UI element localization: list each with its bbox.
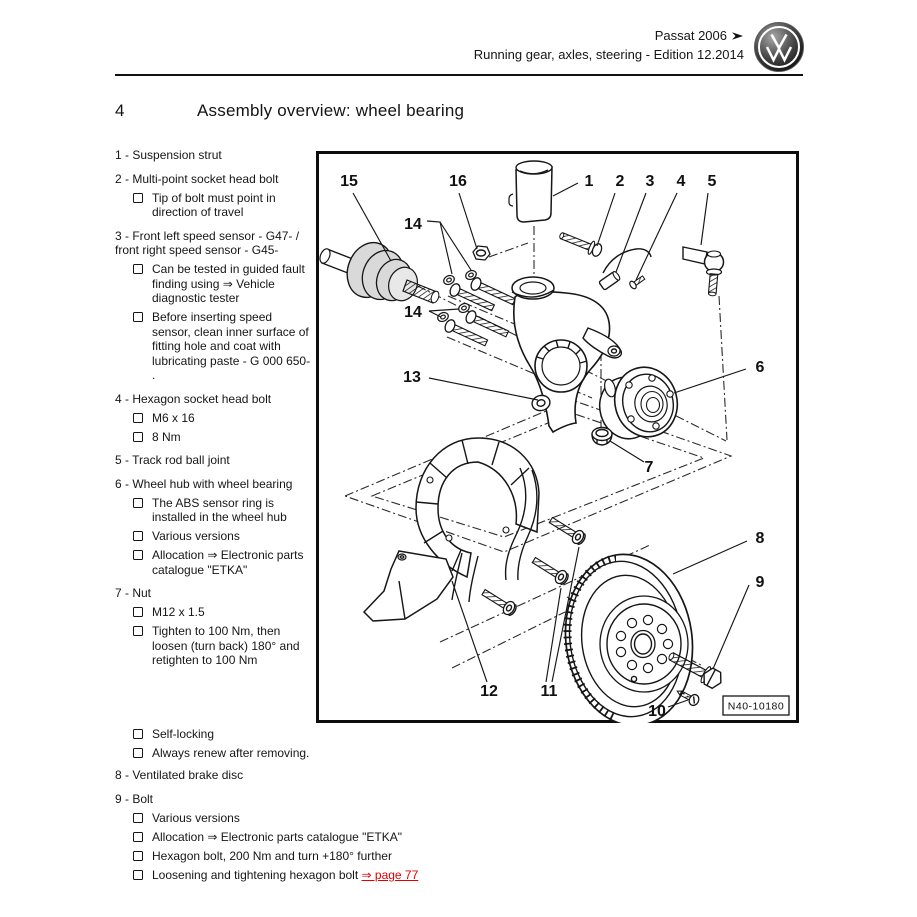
part-label: 1 - Suspension strut [115, 148, 222, 162]
part-label: 5 - Track rod ball joint [115, 453, 230, 467]
figure-code-box [723, 696, 789, 715]
square-bullet-icon [133, 264, 143, 274]
part-note: Can be tested in guided fault finding using ⇒ Vehicle diagnostic tester [133, 262, 313, 306]
page-77-link[interactable]: ⇒ page 77 [361, 867, 419, 882]
header-model: Passat 2006 [654, 28, 727, 43]
link-note-text: Loosening and tightening hexagon bolt [152, 867, 362, 882]
part-note [133, 868, 755, 883]
callout-5: 5 [707, 173, 717, 190]
square-bullet-icon [133, 626, 143, 636]
square-bullet-icon [133, 813, 143, 823]
callout-8: 8 [755, 530, 765, 547]
part-label: 4 - Hexagon socket head bolt [115, 391, 272, 406]
callout-4: 4 [676, 173, 686, 190]
callout-7: 7 [644, 459, 654, 476]
parts-list-bottom [115, 722, 755, 891]
square-bullet-icon [133, 550, 143, 560]
part-note: Tighten to 100 Nm, then loosen (turn back) 180° and retighten to 100 Nm [133, 624, 313, 668]
callout-1: 1 [584, 173, 594, 190]
parts-list-left [115, 148, 313, 677]
header-rule [115, 74, 803, 76]
nut-7-shape [592, 428, 612, 446]
header-model-line [655, 28, 744, 43]
callout-2: 2 [615, 173, 625, 190]
part-note: Allocation ⇒ Electronic parts catalogue "ETKA" [133, 830, 755, 845]
section-number: 4 [115, 101, 125, 120]
section-heading [115, 101, 464, 121]
square-bullet-icon [133, 413, 143, 423]
callout-9: 9 [755, 574, 765, 591]
part-note: Before inserting speed sensor, clean inner surface of fitting hole and coat with lubricating paste - G 000 650- . [133, 310, 313, 383]
part-note: Always renew after removing. [133, 746, 755, 761]
part-note: Various versions [133, 811, 755, 826]
callout-11: 11 [540, 683, 558, 700]
part-note: M6 x 16 [133, 411, 313, 426]
assembly-diagram [316, 151, 799, 723]
callout-3: 3 [645, 173, 655, 190]
callout-12: 12 [480, 683, 498, 700]
square-bullet-icon [133, 851, 143, 861]
callout-15: 15 [340, 173, 358, 190]
square-bullet-icon [133, 870, 143, 880]
vw-logo-icon [748, 21, 810, 75]
callout-10: 10 [648, 703, 666, 720]
part-note: Allocation ⇒ Electronic parts catalogue "ETKA" [133, 548, 313, 577]
square-bullet-icon [133, 607, 143, 617]
square-bullet-icon [133, 531, 143, 541]
part-label: 6 - Wheel hub with wheel bearing [115, 476, 293, 491]
callout-6: 6 [755, 359, 765, 376]
nut-16-shape [473, 246, 490, 260]
square-bullet-icon [133, 498, 143, 508]
part-note: 8 Nm [133, 430, 313, 445]
callout-16: 16 [449, 173, 467, 190]
part-label: 9 - Bolt [115, 791, 154, 806]
part-label: 8 - Ventilated brake disc [115, 768, 244, 782]
part-label: 7 - Nut [115, 586, 152, 600]
page-title: Assembly overview: wheel bearing [197, 101, 465, 120]
square-bullet-icon [133, 193, 143, 203]
square-bullet-icon [133, 729, 143, 739]
part-note: The ABS sensor ring is installed in the wheel hub [133, 496, 313, 525]
header-subtitle: Running gear, axles, steering - Edition 12.2014 [473, 47, 744, 62]
square-bullet-icon [133, 312, 143, 322]
square-bullet-icon [133, 832, 143, 842]
figure-code: N40-10180 [727, 700, 785, 713]
callout-14b: 14 [404, 304, 422, 321]
callout-13: 13 [403, 369, 421, 386]
part-label: 3 - Front left speed sensor - G47- / front right speed sensor - G45- [115, 228, 300, 257]
callout-14a: 14 [404, 216, 422, 233]
part-note: Various versions [133, 529, 313, 544]
diagram-border [318, 153, 798, 722]
right-arrow-icon [732, 31, 744, 41]
square-bullet-icon [133, 432, 143, 442]
part-note: Self-locking [133, 727, 755, 742]
part-note: Hexagon bolt, 200 Nm and turn +180° further [133, 849, 755, 864]
part-note: M12 x 1.5 [133, 605, 313, 620]
square-bullet-icon [133, 748, 143, 758]
part-label: 2 - Multi-point socket head bolt [115, 171, 279, 186]
part-note: Tip of bolt must point in direction of travel [133, 191, 313, 220]
